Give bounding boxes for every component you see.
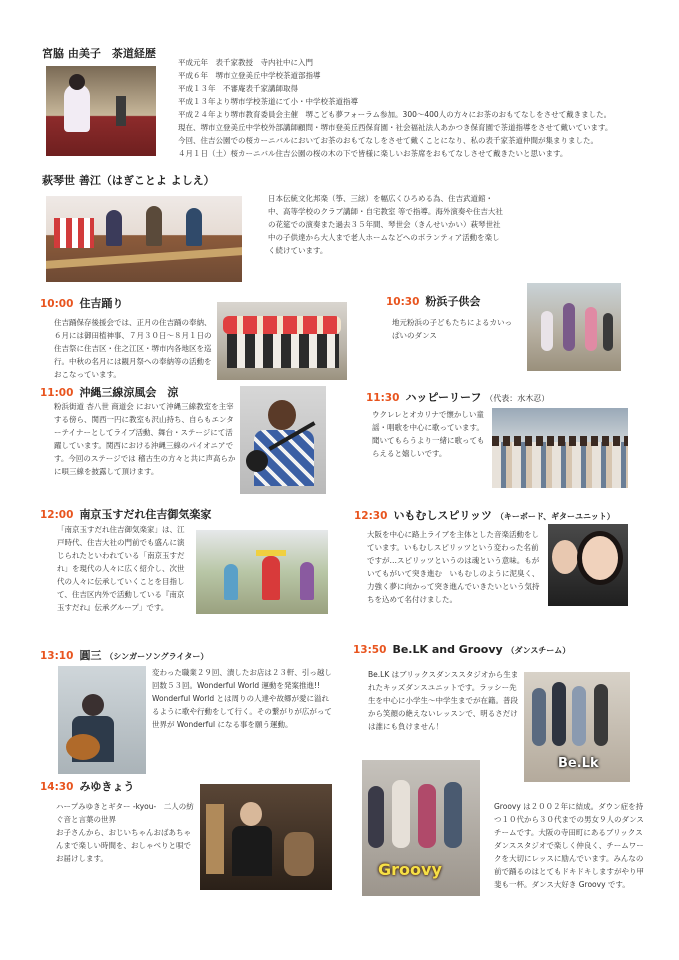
career-line: 平成１３年より堺市学校茶道にて小・中学校茶道指導	[178, 97, 358, 106]
groovy-photo-label: Groovy	[378, 860, 442, 879]
okinawa-title: 沖縄三線涼風会 涼	[79, 386, 179, 399]
sumiyoshi-title: 住吉踊り	[79, 297, 124, 310]
hagikotose-body: 日本伝統文化邦楽（筝、三絃）を幅広くひろめる為、住吉武道館・中、高等学校のクラブ講師・自宅教室 等で指導。海外演奏や住吉大社の花筵での演奏また過去３５年間、琴世会（きんせいかい）萩琴世社中の子供達から大人まで老人ホームなどへのボランティア活動を楽しく続けています。	[268, 194, 503, 255]
belk-body: Be.LK はブリックスダンススタジオから生まれたキッズダンスユニットです。ラッシー先生を中心に小学生～中学生までが在籍。普段から笑顔の絶えないレッスンで、明るさだけは誰にも負けません！	[368, 670, 519, 731]
belk-heading	[353, 643, 570, 656]
belk-category: （ダンスチーム）	[506, 646, 571, 655]
enzo-heading	[40, 647, 208, 663]
tea-ceremony-photo	[46, 66, 156, 156]
nankyo-title: 南京玉すだれ住吉御気楽家	[79, 508, 212, 521]
miyukyo-performance-photo	[200, 784, 332, 890]
sanshin-player-photo	[240, 386, 326, 494]
imomushi-photo	[548, 524, 628, 606]
tamasudare-photo	[196, 530, 328, 614]
belk-time: 13:50	[353, 644, 387, 656]
enzo-time: 13:10	[40, 650, 74, 662]
kohama-heading	[386, 293, 480, 309]
hagikotose-name: 萩琴世 善江（はぎことよ よしえ）	[42, 174, 215, 187]
miyukyo-title: みゆきょう	[79, 780, 135, 793]
happy-leaf-group-photo	[492, 408, 628, 488]
nankyo-time: 12:00	[40, 509, 74, 521]
okinawa-time: 11:00	[40, 387, 74, 399]
belk-photo-label: Be.Lk	[558, 756, 599, 771]
sumiyoshi-body: 住吉踊保存後援会では、正月の住吉踊の奉納、６月には御田植神事、７月３０日～８月１日の住吉祭に住吉区・住之江区・堺市内各地区を巡行。中秋の名月には観月祭への奉納等の活動をおこなっています。	[54, 318, 212, 379]
miyawaki-career	[178, 56, 648, 160]
groovy-body: Groovy は２００２年に結成。ダウン症を持つ１０代から３０代までの男女９人のダンスチームです。大阪の寺田町にあるブリックスダンススタジオで楽しく仲良く、チームワークを大切にレッスに励んでいます。みんなの前で踊るのはとてもドキドキしますがやり甲斐も一杯。ダンス大好き Groovy です。	[494, 802, 644, 889]
happy-heading	[366, 389, 549, 405]
enzo-title: 圓三	[79, 649, 102, 662]
okinawa-body: 粉浜街道 杏八世 商道会 において沖縄三線教室を主宰する傍ら、関西一円に教室も沢山持ち、自らもエンターテイナーとしてライブ活動、舞台・ステージにて活躍しています。関西における沖縄三線のパイオニアです。今回のステージでは 稽古生の方々と共に声高らかに唄三線を披露して頂けます。	[54, 402, 236, 476]
nankyo-body: 「南京玉すだれ住吉御気楽家」は、江戸時代、住吉大社の門前でも盛んに演じられたといわれている「南京玉すだれ」を現代の人々に広く紹介し、次世代の人々に伝承していくことを目指して、住吉区内外で活動している『南京玉すだれ』伝承グループ」です。	[57, 525, 185, 612]
sumiyoshi-dance-photo	[217, 302, 347, 380]
happy-body: ウクレレとオカリナで懐かしい童謡・唱歌を中心に歌っています。聞いてもらうより一緒に歌ってもらえると嬉しいです。	[372, 410, 485, 458]
imomushi-time: 12:30	[354, 510, 388, 522]
career-line: ４月１日（土）桜カーニバル住吉公園の桜の木の下で皆様に楽しいお茶席をおもてなしさせて戴きたいと思います。	[178, 149, 568, 158]
happy-representative: （代表：水木忍）	[485, 394, 550, 403]
kohama-time: 10:30	[386, 296, 420, 308]
belk-dance-photo	[524, 672, 630, 782]
miyukyo-time: 14:30	[40, 781, 74, 793]
miyukyo-body: ハープみゆきとギター -kyou- 二人の紡ぐ音と言葉の世界 お子さんから、おじいちゃんおばあちゃんまで楽しい時間を、おしゃべりと唄でお届けします。	[56, 802, 194, 863]
career-line: 平成２４年より堺市教育委員会主催 堺こども夢フォーラム参加。300～400人の方々にお茶のおもてなしをさせて戴きました。	[178, 110, 612, 119]
enzo-body: 変わった職業２９回、潰したお店は２３軒、引っ越し回数５３回。Wonderful World 運動を発案推進!! Wonderful World とは周りの人達や故郷が愛に溢れるように歌や行動をして行く。その繋がりが広がって世界が Wonderful になる事を願う運動。	[152, 668, 332, 729]
career-line: 平成６年 堺市立登美丘中学校茶道部指導	[178, 71, 321, 80]
imomushi-title: いもむしスピリッツ	[393, 509, 492, 522]
happy-time: 11:30	[366, 392, 400, 404]
career-line: 平成１３年 不審庵表千家講師取得	[178, 84, 298, 93]
kohama-body: 地元粉浜の子どもたちによるカいっぱいのダンス	[392, 318, 512, 340]
enzo-guitar-photo	[58, 666, 146, 774]
enzo-role: （シンガーソングライター）	[105, 652, 209, 661]
kohama-title: 粉浜子供会	[425, 295, 481, 308]
miyukyo-heading	[40, 778, 134, 794]
groovy-dance-photo	[362, 760, 480, 896]
miyawaki-name: 宮脇 由美子 茶道経歴	[42, 47, 156, 60]
sumiyoshi-heading	[40, 295, 123, 311]
career-line: 平成元年 表千家教授 寺内社中に入門	[178, 58, 313, 67]
career-line: 現在、堺市立登美丘中学校外部講師顧問・堺市登美丘西保育園・社会福祉法人あかつき保育園で茶道指導をさせて戴いています。	[178, 123, 613, 132]
happy-title: ハッピーリーフ	[405, 391, 482, 404]
imomushi-heading	[354, 507, 615, 523]
koto-performance-photo	[46, 196, 242, 282]
imomushi-unit: （キーボード、ギターユニット）	[495, 512, 615, 521]
okinawa-heading	[40, 384, 178, 400]
sumiyoshi-time: 10:00	[40, 298, 74, 310]
kohama-dance-photo	[527, 283, 621, 371]
belk-title: Be.LK and Groovy	[392, 643, 503, 656]
career-line: 今回、住吉公園での桜カーニバルにおいてお茶のおもてなしをさせて戴くことになり、私の表千家茶道仲間が集まりました。	[178, 136, 598, 145]
nankyo-heading	[40, 506, 211, 522]
imomushi-body: 大阪を中心に路上ライブを主体とした音楽活動をしています。いもむしスピリッツという変わった名前ですが…スピリッツというのは魂という意味。もがいてもがいて突き進む いもむしのように泥臭く、力強く夢に向かって突き進んでいきたいという気持ちを込めて名付けました。	[367, 530, 540, 604]
